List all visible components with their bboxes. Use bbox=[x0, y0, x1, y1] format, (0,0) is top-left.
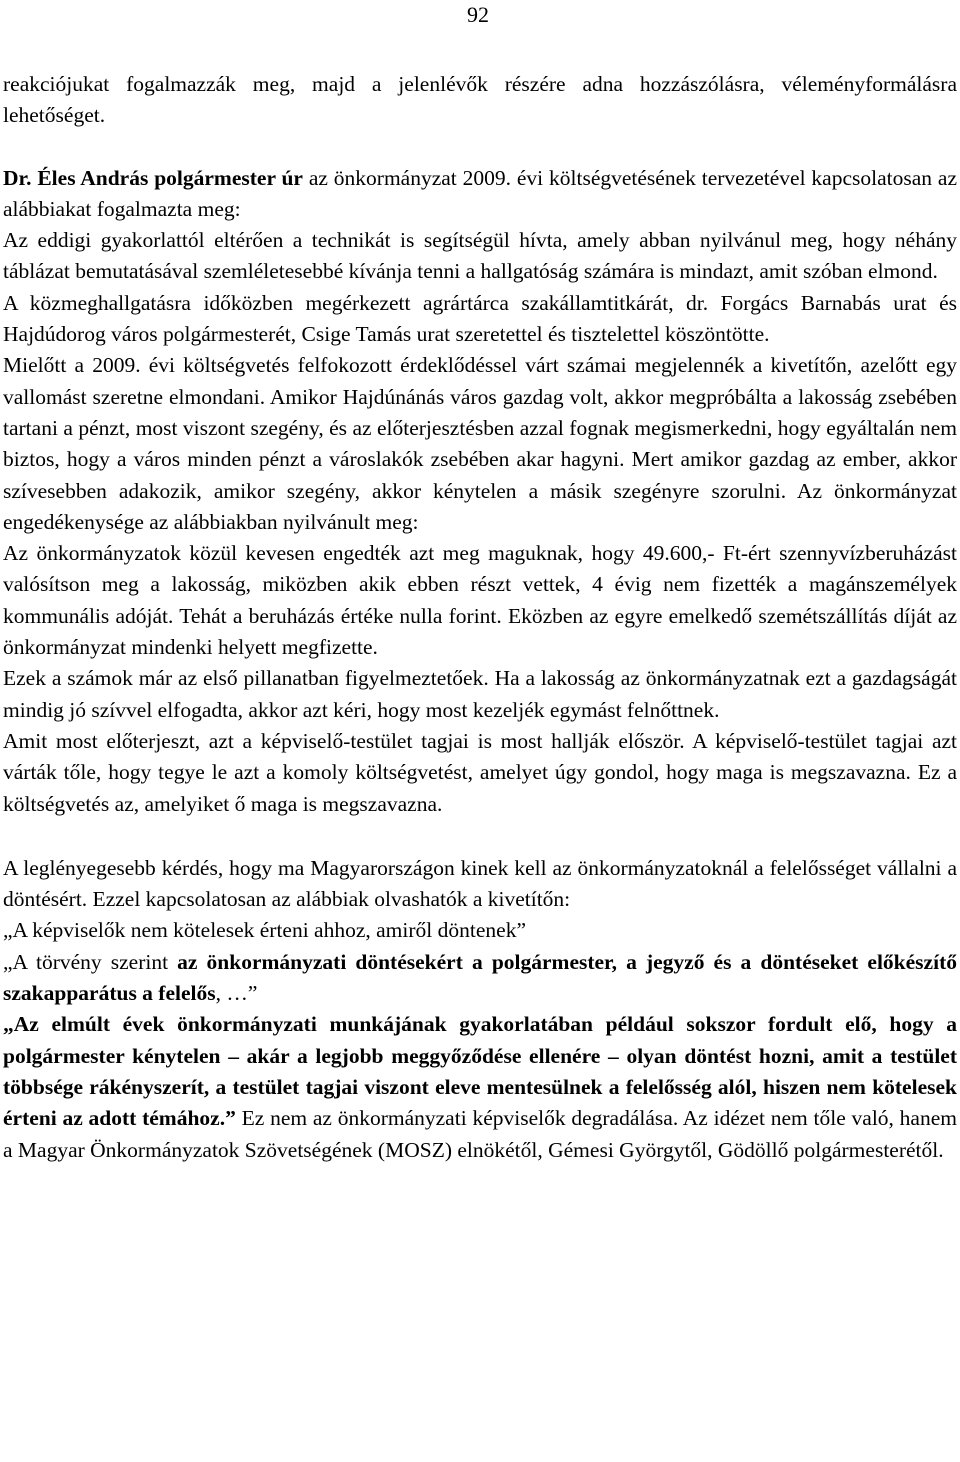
quote-law bbox=[3, 947, 957, 1010]
quote-mosz bbox=[3, 1009, 957, 1165]
quote-law-intro: „A törvény szerint bbox=[3, 949, 178, 974]
paragraph-proposal: Amit most előterjeszt, azt a képviselő-testület tagjai is most hallják először. A képviselő-testület tagjai azt várták tőle, hogy tegye le azt a komoly költségvetést, amelyet úgy gondol, hogy maga is megszavazna. Ez a költségvetés az, amelyiket ő maga is megszavazna. bbox=[3, 728, 957, 816]
page-number: 92 bbox=[467, 2, 489, 27]
paragraph-responsibility: A leglényegesebb kérdés, hogy ma Magyarországon kinek kell az önkormányzatoknál a felelősséget vállalni a döntésért. Ezzel kapcsolatosan az alábbiak olvashatók a kivetítőn: bbox=[3, 855, 957, 912]
speaker-name: Dr. Éles András polgármester úr bbox=[3, 165, 303, 190]
quote-mosz-source: Ez nem az önkormányzati képviselők degradálása. Az idézet nem tőle való, hanem a Magyar Önkormányzatok Szövetségének (MOSZ) elnökétől, Gémesi Györgytől, Gödöllő polgármesterétől. bbox=[3, 1106, 957, 1162]
paragraph-speaker bbox=[3, 163, 957, 226]
document-body bbox=[3, 69, 957, 1166]
paragraph-confession: Mielőtt a 2009. évi költségvetés felfokozott érdeklődéssel várt számai megjelennék a kivetítőn, azelőtt egy vallomást szeretne elmondani. Amikor Hajdúnánás város gazdag volt, akkor megpróbálta a lakosság zsebében tartani a pénzt, most viszont szegény, és az előterjesztésben azzal fognak megismerkedni, hogy egyáltalán nem biztos, hogy a város minden pénzt a városlakók zsebében akar hagyni. Mert amikor gazdag az ember, akkor szívesebben adakozik, amikor szegény, akkor kénytelen a másik szegényre szorulni. Az önkormányzat engedékenysége az alábbiakban nyilvánult meg: bbox=[3, 353, 957, 534]
quote-representatives: „A képviselők nem kötelesek érteni ahhoz, amiről döntenek” bbox=[3, 918, 526, 943]
paragraph-greeting: A közmeghallgatásra időközben megérkezett agrártárca szakállamtitkárát, dr. Forgács Barnabás urat és Hajdúdorog város polgármesterét, Csige Tamás urat szeretettel és tisztelettel köszöntötte. bbox=[3, 290, 957, 347]
paragraph-technique: Az eddigi gyakorlattól eltérően a technikát is segítségül hívta, amely abban nyilvánul meg, hogy néhány táblázat bemutatásával szemléletesebbé kívánja tenni a hallgatóság számára is mindazt, amit szóban elmond. bbox=[3, 228, 957, 284]
paragraph-gap bbox=[3, 132, 957, 163]
quote-mosz-bold: „Az elmúlt évek önkormányzati munkájának gyakorlatában például sokszor fordult elő, hogy a polgármester kénytelen – akár a legjobb meggyőződése ellenére – olyan döntést hozni, amit a testület többsége rákényszerít, a testület tagjai viszont eleve mentesülnek a felelősség alól, hiszen nem kötelesek érteni az adott témához.” bbox=[3, 1012, 957, 1131]
paragraph-gap bbox=[3, 820, 957, 853]
paragraph-intro: reakciójukat fogalmazzák meg, majd a jelenlévők részére adna hozzászólásra, véleményformálásra lehetőséget. bbox=[3, 72, 957, 128]
paragraph-sewage-investment: Az önkormányzatok közül kevesen engedték azt meg maguknak, hogy 49.600,- Ft-ért szennyvízberuházást valósítson meg a lakosság, miközben akik ebben részt vettek, 4 évig nem fizették a magánszemélyek kommunális adóját. Tehát a beruházás értéke nulla forint. Eközben az egyre emelkedő szemétszállítás díját az önkormányzat mindenki helyett megfizette. bbox=[3, 541, 957, 660]
speaker-intro-text: az önkormányzat 2009. évi költségvetésének tervezetével kapcsolatosan az alábbiakat fogalmazta meg: bbox=[3, 165, 957, 221]
quote-law-bold: az önkormányzati döntésekért a polgármester, a jegyző és a döntéseket előkészítő szakapparátus a felelős bbox=[3, 949, 957, 1006]
quote-law-end: , …” bbox=[215, 981, 258, 1006]
paragraph-warning-numbers: Ezek a számok már az első pillanatban figyelmeztetőek. Ha a lakosság az önkormányzatnak ezt a gazdagságát mindig jó szívvel elfogadta, akkor azt kéri, hogy most kezeljék egymást felnőttnek. bbox=[3, 666, 957, 722]
